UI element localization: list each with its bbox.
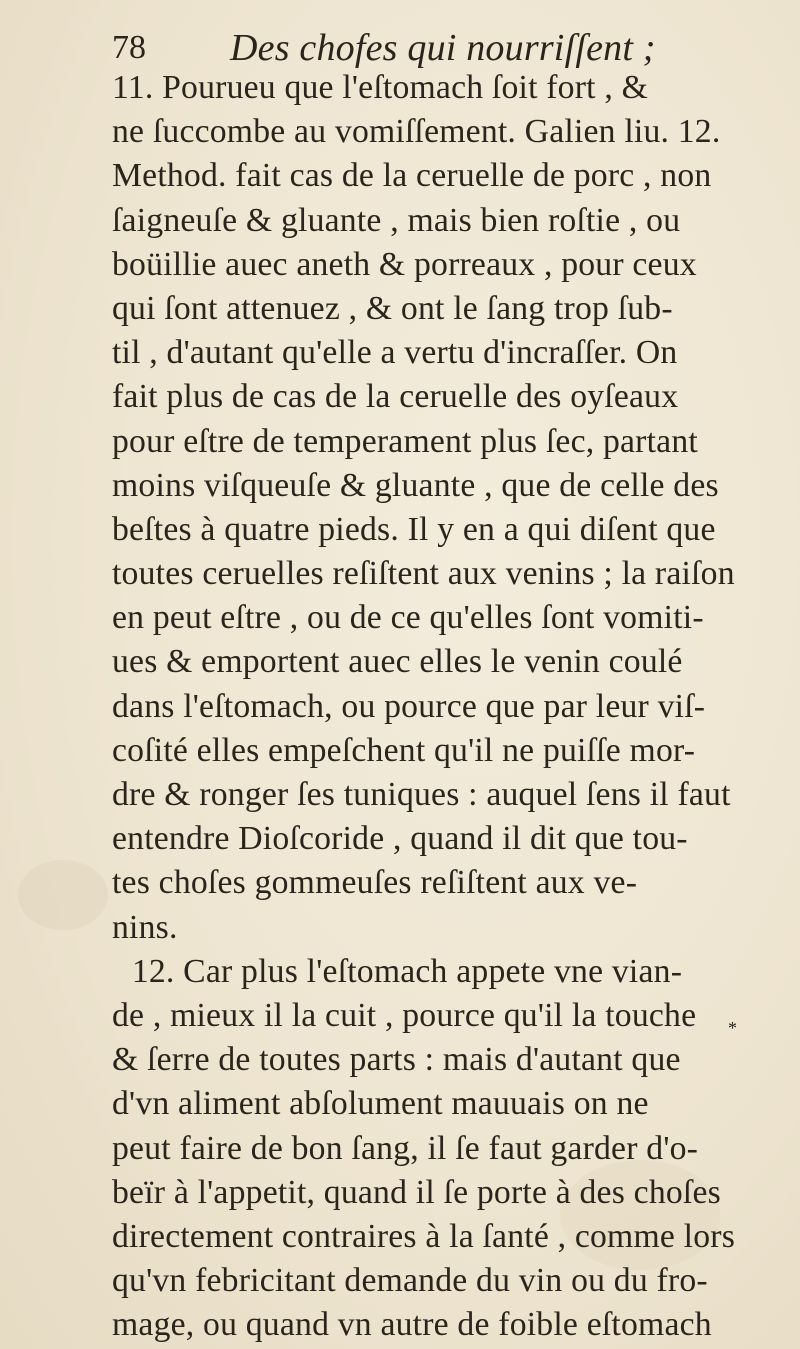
text-line: de , mieux il la cuit , pource qu'il la touche	[112, 996, 697, 1034]
text-line: ues & emportent auec elles le venin coulé	[112, 643, 683, 681]
page-number: 78	[112, 29, 146, 66]
text-line: til , d'autant qu'elle a vertu d'incraſſer. On	[112, 334, 678, 372]
body-text	[112, 66, 800, 1347]
text-line: pour eſtre de temperament plus ſec, partant	[112, 422, 698, 460]
paper-stain	[18, 860, 108, 930]
text-line: boüillie auec aneth & porreaux , pour ceux	[112, 245, 697, 283]
catchword: *	[728, 1018, 737, 1038]
text-line: directement contraires à la ſanté , comme lors	[112, 1217, 736, 1255]
text-line: nins.	[112, 908, 178, 946]
text-line: dre & ronger ſes tuniques : auquel ſens il faut	[112, 776, 731, 813]
running-title: Des chofes qui nourriſſent ;	[230, 27, 656, 69]
text-line: 11. Pourueu que l'eſtomach ſoit fort , &	[112, 69, 649, 106]
text-line: toutes ceruelles reſiſtent aux venins ; la raiſon	[112, 555, 735, 593]
text-line: beïr à l'appetit, quand il ſe porte à des choſes	[112, 1173, 721, 1211]
text-line: 12. Car plus l'eſtomach appete vne vian-	[131, 952, 683, 990]
text-line: fait plus de cas de la ceruelle des oyſeaux	[112, 378, 679, 416]
text-line: coſité elles empeſchent qu'il ne puiſſe mor-	[112, 731, 696, 769]
text-line: peut faire de bon ſang, il ſe faut garder d'o-	[112, 1129, 699, 1167]
text-line: dans l'eſtomach, ou pource que par leur viſ-	[112, 687, 706, 725]
text-line: ſaigneuſe & gluante , mais bien roſtie , ou	[112, 201, 681, 239]
text-line: en peut eſtre , ou de ce qu'elles ſont vomiti-	[112, 599, 704, 637]
text-line: ne ſuccombe au vomiſſement. Galien liu. 12.	[112, 113, 721, 151]
text-line: tes choſes gommeuſes reſiſtent aux ve-	[112, 864, 638, 902]
text-line: qui ſont attenuez , & ont le ſang trop ſub-	[112, 289, 673, 327]
text-line: mage, ou quand vn autre de foible eſtomach	[112, 1306, 712, 1344]
text-line: & ſerre de toutes parts : mais d'autant que	[112, 1041, 681, 1079]
text-line: Method. fait cas de la ceruelle de porc , non	[112, 157, 712, 195]
text-line: qu'vn febricitant demande du vin ou du fro-	[112, 1262, 708, 1300]
text-line: beſtes à quatre pieds. Il y en a qui diſent que	[112, 510, 716, 548]
text-line: moins viſqueuſe & gluante , que de celle des	[112, 466, 719, 504]
text-line: d'vn aliment abſolument mauuais on ne	[112, 1085, 649, 1123]
text-line: entendre Dioſcoride , quand il dit que tou-	[112, 820, 688, 858]
